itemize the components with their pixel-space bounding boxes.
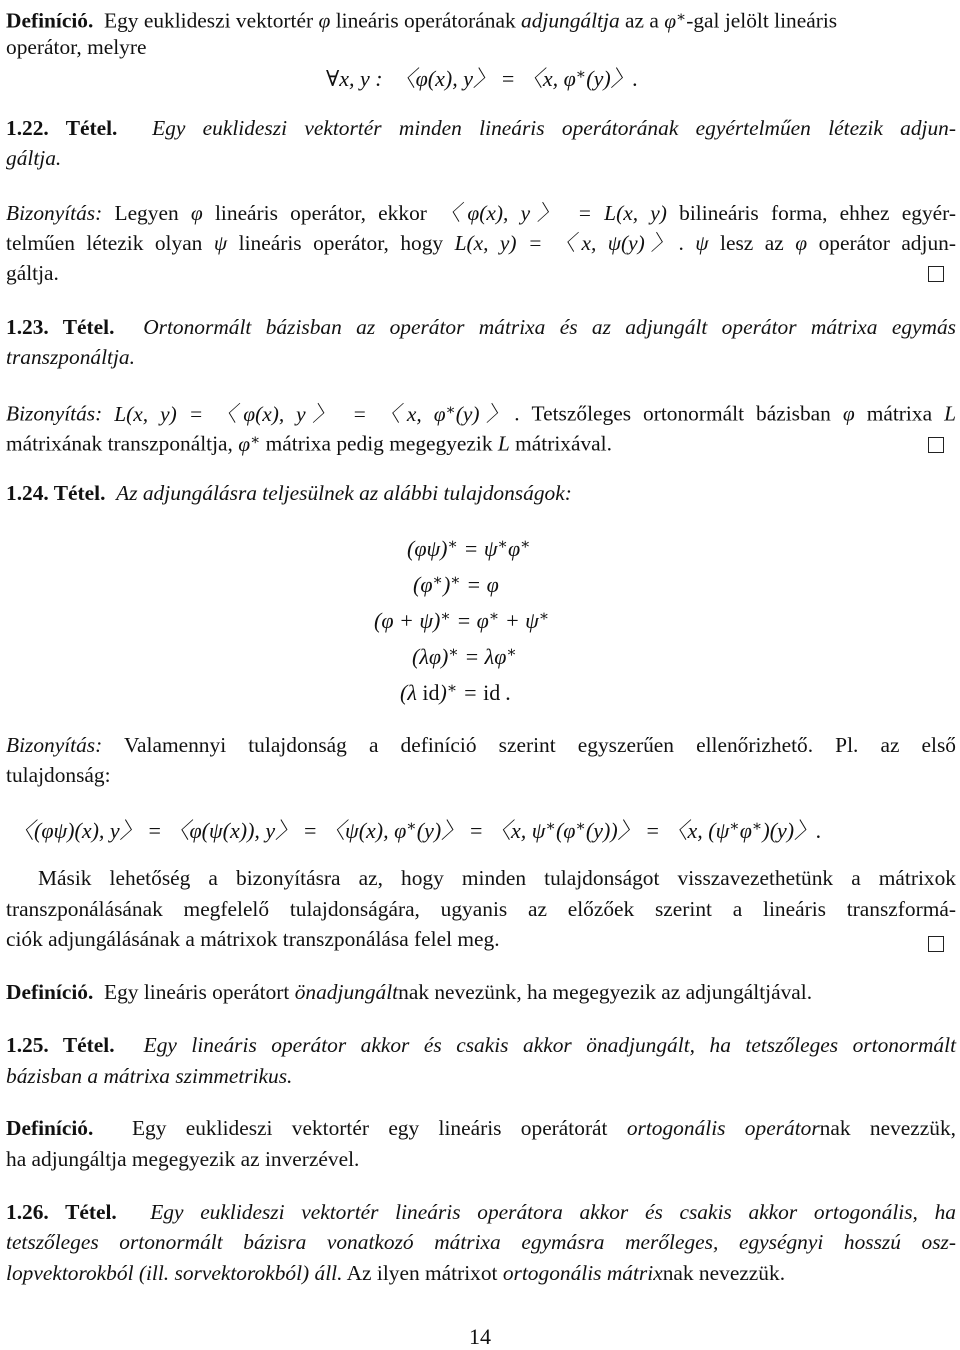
- property-1: (φψ)∗ = ψ∗φ∗: [407, 535, 531, 561]
- proof-1-23: Bizonyítás: L(x, y) = 〈φ(x), y〉 = 〈x, φ∗(y)〉. Tetszőleges ortonormált bázisban φ mátrixa L: [6, 401, 956, 426]
- page-number: 14: [469, 1324, 491, 1349]
- property-4: (λφ)∗ = λφ∗: [412, 643, 517, 669]
- proof-line: gáltja.: [6, 261, 59, 285]
- definition-self-adjoint: Definíció. Egy lineáris operátort önadjungáltnak nevezünk, ha megegyezik az adjungáltjával.: [6, 980, 813, 1004]
- proof-1-24: Bizonyítás: Valamennyi tulajdonság a definíció szerint egyszerűen ellenőrizhető. Pl. az első: [6, 733, 956, 757]
- qed-square-icon: [928, 437, 944, 453]
- theorem-line: bázisban a mátrixa szimmetrikus.: [6, 1064, 293, 1088]
- formula-property-proof: 〈(φψ)(x), y〉 = 〈φ(ψ(x)), y〉 = 〈ψ(x), φ∗(y)〉 = 〈x, ψ∗(φ∗(y))〉 = 〈x, (ψ∗φ∗)(y)〉.: [12, 817, 822, 843]
- qed-square-icon: [928, 936, 944, 952]
- theorem-1-24: 1.24. Tétel. Az adjungálásra teljesülnek az alábbi tulajdonságok:: [6, 481, 572, 505]
- formula-adjoint-definition: ∀x, y : 〈φ(x), y〉 = 〈x, φ∗(y)〉.: [326, 65, 639, 91]
- proof-line: telműen létezik olyan ψ lineáris operátor, hogy L(x, y) = 〈x, ψ(y)〉. ψ lesz az φ operátor adjun-: [6, 231, 956, 255]
- definition-orthogonal: Definíció. Egy euklideszi vektortér egy lineáris operátorát ortogonális operátornak nevezzük,: [6, 1116, 956, 1140]
- property-5: (λ id)∗ = id .: [400, 679, 512, 705]
- theorem-1-22: 1.22. Tétel. Egy euklideszi vektortér minden lineáris operátorának egyértelműen létezik adjun-: [6, 116, 957, 140]
- theorem-line: transzponáltja.: [6, 345, 135, 369]
- definition-line: ha adjungáltja megegyezik az inverzével.: [6, 1147, 360, 1171]
- theorem-line: tetszőleges ortonormált bázisra vonatkozó mátrixa egymásra merőleges, egységnyi hosszú osz-: [6, 1230, 956, 1254]
- definition-adjoint: Definíció. Egy euklideszi vektortér φ lineáris operátorának adjungáltja az a φ∗-gal jelölt lineáris: [6, 8, 838, 33]
- theorem-1-25: 1.25. Tétel. Egy lineáris operátor akkor és csakis akkor önadjungált, ha tetszőleges ortonormált: [6, 1033, 957, 1057]
- theorem-line: lopvektorokból (ill. sorvektorokból) áll. Az ilyen mátrixot ortogonális mátrixnak nevezzük.: [6, 1261, 786, 1285]
- theorem-line: gáltja.: [6, 146, 62, 170]
- proof-line: tulajdonság:: [6, 763, 111, 787]
- property-3: (φ + ψ)∗ = φ∗ + ψ∗: [374, 607, 550, 633]
- theorem-1-23: 1.23. Tétel. Ortonormált bázisban az operátor mátrixa és az adjungált operátor mátrixa egymás: [6, 315, 956, 339]
- definition-label: Definíció.: [6, 8, 94, 33]
- definition-line: operátor, melyre: [6, 35, 147, 59]
- theorem-1-26: 1.26. Tétel. Egy euklideszi vektortér lineáris operátora akkor és csakis akkor ortogonális, ha: [6, 1200, 956, 1224]
- proof-line: mátrixának transzponáltja, φ∗ mátrixa pedig megegyezik L mátrixával.: [6, 431, 612, 456]
- proof-1-22: Bizonyítás: Legyen φ lineáris operátor, ekkor 〈φ(x), y〉 = L(x, y) bilineáris forma, ehhez egyér-: [6, 201, 956, 225]
- alternative-proof: Másik lehetőség a bizonyításra az, hogy minden tulajdonságot visszavezethetünk a mátrixok: [38, 866, 956, 890]
- property-2: (φ∗)∗ = φ: [413, 571, 499, 597]
- qed-square-icon: [928, 266, 944, 282]
- proof-line: ciók adjungálásának a mátrixok transzponálása felel meg.: [6, 927, 500, 951]
- proof-line: transzponálásának megfelelő tulajdonságára, ugyanis az előzőek szerint a lineáris transzformá-: [6, 897, 956, 921]
